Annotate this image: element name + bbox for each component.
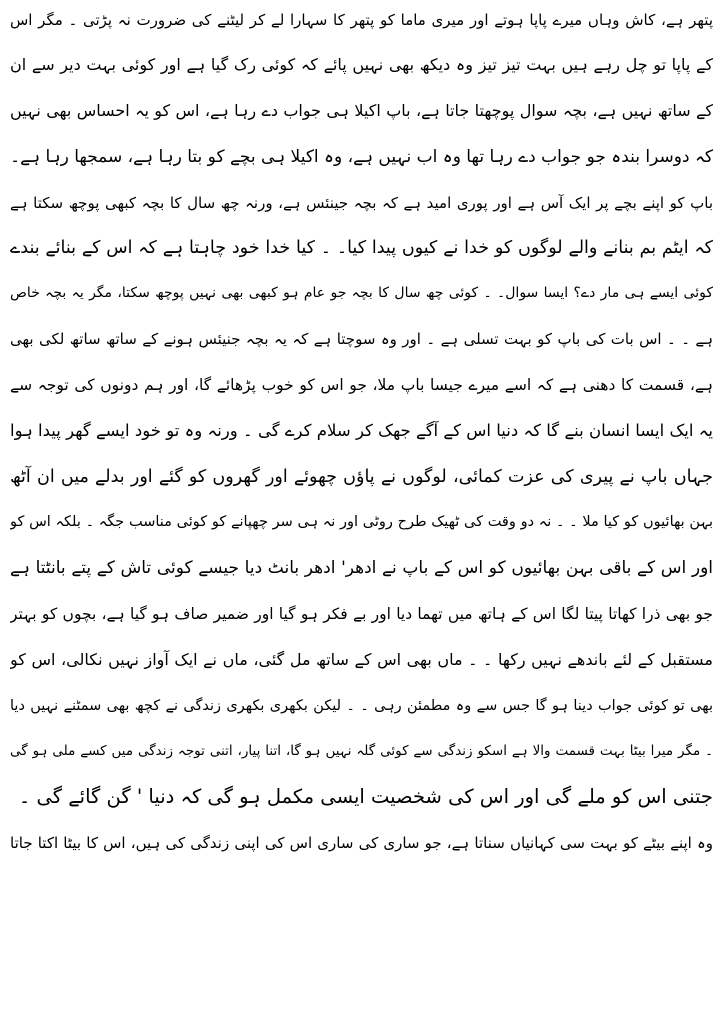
text-line: مستقبل کے لئے باندھے نہیں رکھا ۔ ۔ ماں بھی اس کے ساتھ مل گئی، ماں نے ایک آواز نہیں نکالی، اس کو: [10, 650, 713, 669]
text-line: جو بھی ذرا کھاتا پیتا لگا اس کے ہاتھ میں تھما دیا اور بے فکر ہو گیا اور ضمیر صاف ہو گیا ہے، بچوں کو بہتر: [10, 605, 713, 623]
text-line: کہ دوسرا بندہ جو جواب دے رہا تھا وہ اب نہیں ہے، وہ اکیلا ہی بچے کو بتا رہا ہے، سمجھا رہا ہے۔: [10, 147, 713, 167]
text-line: ہے، قسمت کا دھنی ہے کہ اسے میرے جیسا باپ ملا، جو اس کو خوب پڑھائے گا، اور ہم دونوں کی توجہ سے: [10, 376, 713, 394]
text-line: اور اس کے باقی بہن بھائیوں کو اس کے باپ نے ادھر' ادھر بانٹ دیا جیسے کوئی تاش کے پتے بانٹتا ہے: [10, 558, 713, 578]
text-line: ۔ مگر میرا بیٹا بہت قسمت والا ہے اسکو زندگی سے کوئی گلہ نہیں ہو گا، اتنا پیار، اتنی توجہ زندگی میں کسے ملی ہو گی: [10, 743, 713, 759]
text-line: جتنی اس کو ملے گی اور اس کی شخصیت ایسی مکمل ہو گی کہ دنیا ' گن گائے گی ۔: [18, 785, 713, 808]
text-line: ہے ۔ ۔ اس بات کی باپ کو بہت تسلی ہے ۔ اور وہ سوچتا ہے کہ یہ بچہ جنیئس ہونے کے ساتھ ساتھ لکی بھی: [10, 330, 713, 348]
text-line: بہن بھائیوں کو کیا ملا ۔ ۔ نہ دو وقت کی ٹھیک طرح روٹی اور نہ ہی سر چھپانے کو کوئی مناسب جگہ ۔ بلکہ اس کو: [10, 514, 713, 530]
text-line: کوئی ایسے ہی مار دے؟ ایسا سوال۔ ۔ کوئی چھ سال کا بچہ جو عام ہو کبھی بھی نہیں پوچھ سکتا، مگر یہ بچہ خاص: [10, 285, 713, 301]
text-line: کے پاپا تو چل رہے ہیں بہت تیز تیز وہ دیکھ بھی نہیں پائے کہ کوئی رک گیا ہے اور کوئی بہت دیر سے ان: [10, 55, 713, 74]
text-line: پتھر ہے، کاش وہاں میرے پاپا ہوتے اور میری ماما کو پتھر کا سہارا لے کر لیٹنے کی ضرورت نہ پڑتی ۔ مگر اس: [10, 11, 713, 29]
text-line: یہ ایک ایسا انسان بنے گا کہ دنیا اس کے آگے جھک کر سلام کرے گی ۔ ورنہ وہ تو خود ایسے گھر پیدا ہوا: [10, 421, 713, 440]
text-line: بھی تو کوئی جواب دینا ہو گا جس سے وہ مطمئن رہی ۔ ۔ لیکن بکھری بکھری زندگی نے کچھ بھی سمٹنے نہیں دیا: [10, 698, 713, 714]
text-line: کے ساتھ نہیں ہے، بچہ سوال پوچھتا جاتا ہے، باپ اکیلا ہی جواب دے رہا ہے، اس کو یہ احساس بھی نہیں: [10, 101, 713, 120]
text-line: باپ کو اپنے بچے پر ایک آس ہے اور پوری امید ہے کہ بچہ جینئس ہے، ورنہ چھ سال کا بچہ کبھی پوچھ سکتا ہے: [10, 194, 713, 212]
text-line: وہ اپنے بیٹے کو بہت سی کہانیاں سناتا ہے، جو ساری کی ساری اس کی اپنی زندگی کی ہیں، اس کا بیٹا اکتا جاتا: [10, 834, 713, 852]
text-line: کہ ایٹم بم بنانے والے لوگوں کو خدا نے کیوں پیدا کیا۔ ۔ کیا خدا خود چاہتا ہے کہ اس کے بنائے بندے: [10, 238, 713, 258]
text-line: جہاں باپ نے پیری کی عزت کمائی، لوگوں نے پاؤں چھوئے اور گھروں کو گئے اور بدلے میں ان آٹھ: [10, 467, 713, 487]
